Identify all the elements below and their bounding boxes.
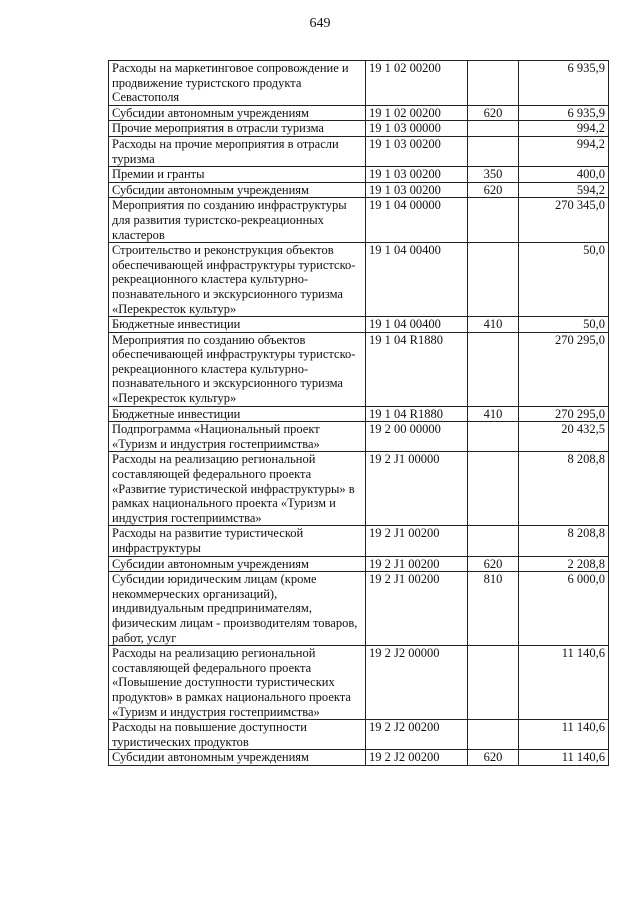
- cell-name: Премии и гранты: [109, 167, 366, 183]
- table-row: [109, 720, 609, 750]
- table-row: [109, 317, 609, 333]
- cell-code: 19 1 03 00200: [366, 136, 468, 166]
- cell-kind: [468, 422, 519, 452]
- cell-name: Расходы на прочие мероприятия в отрасли туризма: [109, 136, 366, 166]
- cell-name: Субсидии автономным учреждениям: [109, 556, 366, 572]
- cell-name: Субсидии автономным учреждениям: [109, 105, 366, 121]
- cell-kind: [468, 121, 519, 137]
- cell-kind: [468, 61, 519, 106]
- cell-kind: [468, 198, 519, 243]
- cell-name: Субсидии автономным учреждениям: [109, 182, 366, 198]
- cell-sum: 400,0: [519, 167, 609, 183]
- cell-name: Строительство и реконструкция объектов обеспечивающей инфраструктуры туристско-рекреационного кластера культурно-познавательного и экскурсионного туризма «Перекресток культур»: [109, 243, 366, 317]
- cell-sum: 270 295,0: [519, 406, 609, 422]
- cell-name: Субсидии юридическим лицам (кроме некоммерческих организаций), индивидуальным предпринимателям, физическим лицам - производителям товаров, работ, услуг: [109, 572, 366, 646]
- table-row: [109, 332, 609, 406]
- cell-code: 19 1 04 R1880: [366, 406, 468, 422]
- table-row: [109, 243, 609, 317]
- cell-name: Мероприятия по созданию объектов обеспечивающей инфраструктуры туристско-рекреационного кластера культурно-познавательного и экскурсионного туризма «Перекресток культур»: [109, 332, 366, 406]
- cell-name: Бюджетные инвестиции: [109, 317, 366, 333]
- cell-kind: [468, 332, 519, 406]
- cell-sum: 8 208,8: [519, 452, 609, 526]
- cell-sum: 6 935,9: [519, 105, 609, 121]
- cell-sum: 6 935,9: [519, 61, 609, 106]
- table-row: [109, 556, 609, 572]
- cell-kind: 620: [468, 182, 519, 198]
- table-row: [109, 136, 609, 166]
- cell-sum: 50,0: [519, 243, 609, 317]
- cell-kind: [468, 646, 519, 720]
- cell-sum: 11 140,6: [519, 750, 609, 766]
- table-row: [109, 121, 609, 137]
- cell-code: 19 1 03 00000: [366, 121, 468, 137]
- cell-name: Прочие мероприятия в отрасли туризма: [109, 121, 366, 137]
- cell-name: Расходы на реализацию региональной составляющей федерального проекта «Повышение доступности туристических продуктов» в рамках национального проекта «Туризм и индустрия гостеприимства»: [109, 646, 366, 720]
- cell-kind: [468, 243, 519, 317]
- cell-code: 19 1 04 R1880: [366, 332, 468, 406]
- cell-code: 19 2 J2 00200: [366, 750, 468, 766]
- table-row: [109, 105, 609, 121]
- cell-name: Бюджетные инвестиции: [109, 406, 366, 422]
- table-row: [109, 406, 609, 422]
- table-row: [109, 452, 609, 526]
- cell-sum: 20 432,5: [519, 422, 609, 452]
- cell-code: 19 2 J2 00000: [366, 646, 468, 720]
- cell-name: Расходы на развитие туристической инфраструктуры: [109, 526, 366, 556]
- cell-sum: 50,0: [519, 317, 609, 333]
- cell-kind: [468, 720, 519, 750]
- cell-name: Расходы на повышение доступности туристических продуктов: [109, 720, 366, 750]
- cell-kind: 810: [468, 572, 519, 646]
- cell-code: 19 1 04 00000: [366, 198, 468, 243]
- cell-kind: 410: [468, 317, 519, 333]
- cell-code: 19 2 J2 00200: [366, 720, 468, 750]
- cell-kind: 350: [468, 167, 519, 183]
- cell-name: Субсидии автономным учреждениям: [109, 750, 366, 766]
- cell-kind: [468, 136, 519, 166]
- cell-code: 19 1 02 00200: [366, 61, 468, 106]
- cell-sum: 8 208,8: [519, 526, 609, 556]
- cell-sum: 11 140,6: [519, 720, 609, 750]
- cell-name: Мероприятия по созданию инфраструктуры для развития туристско-рекреационных кластеров: [109, 198, 366, 243]
- table-row: [109, 167, 609, 183]
- cell-kind: [468, 452, 519, 526]
- table-row: [109, 646, 609, 720]
- cell-name: Расходы на реализацию региональной составляющей федерального проекта «Развитие туристической инфраструктуры» в рамках национального проекта «Туризм и индустрия гостеприимства»: [109, 452, 366, 526]
- cell-code: 19 2 J1 00200: [366, 572, 468, 646]
- cell-code: 19 2 J1 00200: [366, 526, 468, 556]
- budget-table: [108, 60, 609, 766]
- cell-sum: 994,2: [519, 136, 609, 166]
- budget-table-body: [109, 61, 609, 766]
- table-row: [109, 182, 609, 198]
- cell-sum: 994,2: [519, 121, 609, 137]
- cell-name: Расходы на маркетинговое сопровождение и продвижение туристского продукта Севастополя: [109, 61, 366, 106]
- cell-code: 19 1 03 00200: [366, 182, 468, 198]
- cell-sum: 6 000,0: [519, 572, 609, 646]
- cell-code: 19 2 J1 00200: [366, 556, 468, 572]
- cell-kind: [468, 526, 519, 556]
- table-row: [109, 198, 609, 243]
- cell-code: 19 1 02 00200: [366, 105, 468, 121]
- table-row: [109, 526, 609, 556]
- cell-sum: 594,2: [519, 182, 609, 198]
- cell-code: 19 1 03 00200: [366, 167, 468, 183]
- table-row: [109, 422, 609, 452]
- cell-sum: 270 295,0: [519, 332, 609, 406]
- cell-kind: 620: [468, 750, 519, 766]
- cell-kind: 410: [468, 406, 519, 422]
- cell-name: Подпрограмма «Национальный проект «Туризм и индустрия гостеприимства»: [109, 422, 366, 452]
- cell-kind: 620: [468, 556, 519, 572]
- table-row: [109, 750, 609, 766]
- cell-sum: 270 345,0: [519, 198, 609, 243]
- cell-code: 19 2 00 00000: [366, 422, 468, 452]
- page-number: 649: [309, 16, 331, 31]
- cell-sum: 2 208,8: [519, 556, 609, 572]
- cell-kind: 620: [468, 105, 519, 121]
- table-row: [109, 61, 609, 106]
- table-row: [109, 572, 609, 646]
- cell-code: 19 2 J1 00000: [366, 452, 468, 526]
- cell-sum: 11 140,6: [519, 646, 609, 720]
- cell-code: 19 1 04 00400: [366, 243, 468, 317]
- cell-code: 19 1 04 00400: [366, 317, 468, 333]
